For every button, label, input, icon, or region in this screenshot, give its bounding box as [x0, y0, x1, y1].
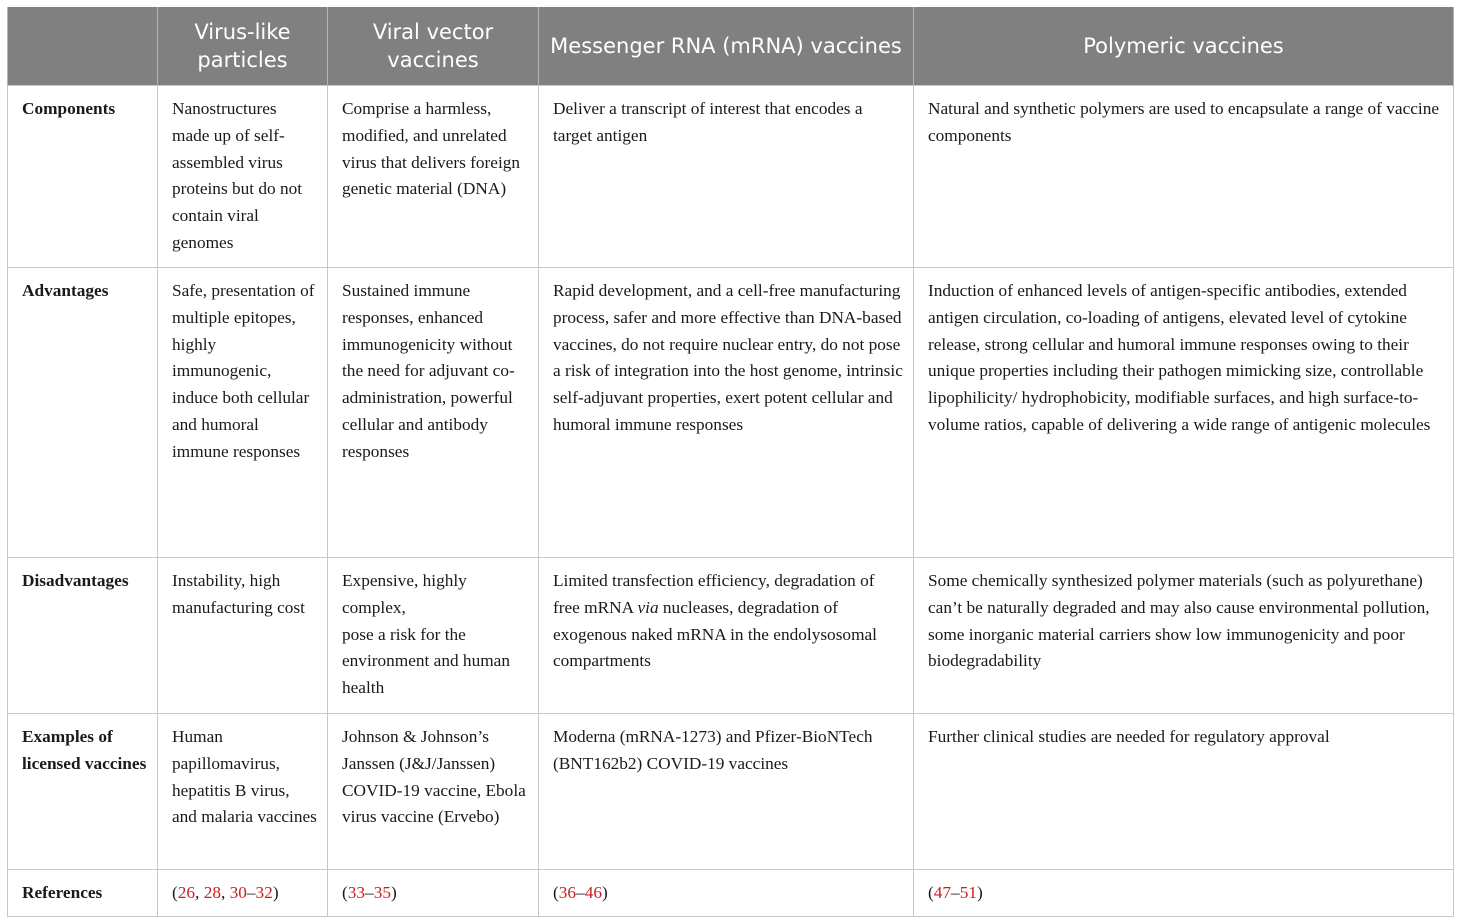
reference-link[interactable]: 35 — [373, 883, 391, 902]
reference-link[interactable]: 47 — [933, 883, 952, 902]
cell-components-vlp: Nanostructures made up of self-assembled virus proteins but do not contain viral genomes — [158, 86, 328, 268]
cell-advantages-vlp: Safe, presentation of multiple epitopes, highly immunogenic, induce both cellular and humoral immune responses — [158, 268, 328, 558]
table-row-examples — [8, 714, 1454, 870]
header-mrna-vaccines: Messenger RNA (mRNA) vaccines — [539, 7, 914, 86]
vaccine-comparison-table — [7, 7, 1454, 917]
disadvantages-mrna-part1: Limited transfection efficiency, degradation of free mRNA — [553, 571, 875, 617]
table-row-advantages — [8, 268, 1454, 558]
header-polymeric-vaccines: Polymeric vaccines — [914, 7, 1454, 86]
table-header-row — [8, 7, 1454, 86]
disadvantages-mrna-part2: nucleases, degradation of exogenous naked mRNA in the endolysosomal compartments — [553, 597, 877, 671]
row-label-components: Components — [8, 86, 158, 268]
disadvantages-mrna-italic: via — [637, 597, 659, 617]
table-row-components — [8, 86, 1454, 268]
reference-link[interactable]: 36 — [558, 883, 577, 902]
row-label-references: References — [8, 870, 158, 917]
cell-advantages-mrna: Rapid development, and a cell-free manufacturing process, safer and more effective than DNA-based vaccines, do not require nuclear entry, do not pose a risk of integration into the host genome, intrinsic self-adjuvant properties, exert potent cellular and humoral immune responses — [539, 268, 914, 558]
header-corner — [8, 7, 158, 86]
cell-examples-vlp: Human papillomavirus, hepatitis B virus, and malaria vaccines — [158, 714, 328, 870]
cell-advantages-polymeric: Induction of enhanced levels of antigen-specific antibodies, extended antigen circulation, co-loading of antigens, elevated level of cytokine release, strong cellular and humoral immune responses owing to their unique properties including their pathogen mimicking size, controllable lipophilicity/ hydrophobicity, modifiable surfaces, and high surface-to-volume ratios, capable of delivering a wide range of antigenic molecules — [914, 268, 1454, 558]
reference-link[interactable]: 30 — [229, 883, 247, 902]
cell-components-viral-vector: Comprise a harmless, modified, and unrelated virus that delivers foreign genetic material (DNA) — [328, 86, 539, 268]
cell-references-vlp: (26, 28, 30–32) — [158, 870, 328, 917]
disadvantages-viral-vector-line2: pose a risk for the environment and human health — [342, 624, 510, 698]
reference-link[interactable]: 46 — [584, 883, 602, 902]
cell-components-polymeric: Natural and synthetic polymers are used to encapsulate a range of vaccine components — [914, 86, 1454, 268]
reference-link[interactable]: 33 — [347, 883, 366, 902]
cell-references-polymeric: (47–51) — [914, 870, 1454, 917]
header-viral-vector-vaccines: Viral vector vaccines — [328, 7, 539, 86]
reference-link[interactable]: 26 — [177, 883, 196, 902]
cell-disadvantages-vlp: Instability, high manufacturing cost — [158, 558, 328, 714]
header-virus-like-particles: Virus-like particles — [158, 7, 328, 86]
cell-examples-viral-vector: Johnson & Johnson’s Janssen (J&J/Janssen) COVID-19 vaccine, Ebola virus vaccine (Ervebo) — [328, 714, 539, 870]
vaccine-comparison-table-wrapper — [7, 7, 1453, 917]
cell-references-viral-vector: (33–35) — [328, 870, 539, 917]
reference-link[interactable]: 28 — [203, 883, 221, 902]
row-label-examples: Examples of licensed vaccines — [8, 714, 158, 870]
disadvantages-viral-vector-line1: Expensive, highly complex, — [342, 571, 467, 617]
reference-link[interactable]: 32 — [255, 883, 273, 902]
table-row-disadvantages — [8, 558, 1454, 714]
cell-references-mrna: (36–46) — [539, 870, 914, 917]
cell-components-mrna: Deliver a transcript of interest that encodes a target antigen — [539, 86, 914, 268]
cell-disadvantages-mrna — [539, 558, 914, 714]
cell-examples-polymeric: Further clinical studies are needed for regulatory approval — [914, 714, 1454, 870]
cell-disadvantages-polymeric: Some chemically synthesized polymer materials (such as polyurethane) can’t be naturally degraded and may also cause environmental pollution, some inorganic material carriers show low immunogenicity and poor biodegradability — [914, 558, 1454, 714]
cell-advantages-viral-vector: Sustained immune responses, enhanced immunogenicity without the need for adjuvant co-administration, powerful cellular and antibody responses — [328, 268, 539, 558]
cell-disadvantages-viral-vector — [328, 558, 539, 714]
reference-link[interactable]: 51 — [959, 883, 977, 902]
row-label-disadvantages: Disadvantages — [8, 558, 158, 714]
cell-examples-mrna: Moderna (mRNA-1273) and Pfizer-BioNTech (BNT162b2) COVID-19 vaccines — [539, 714, 914, 870]
row-label-advantages: Advantages — [8, 268, 158, 558]
table-row-references — [8, 870, 1454, 917]
